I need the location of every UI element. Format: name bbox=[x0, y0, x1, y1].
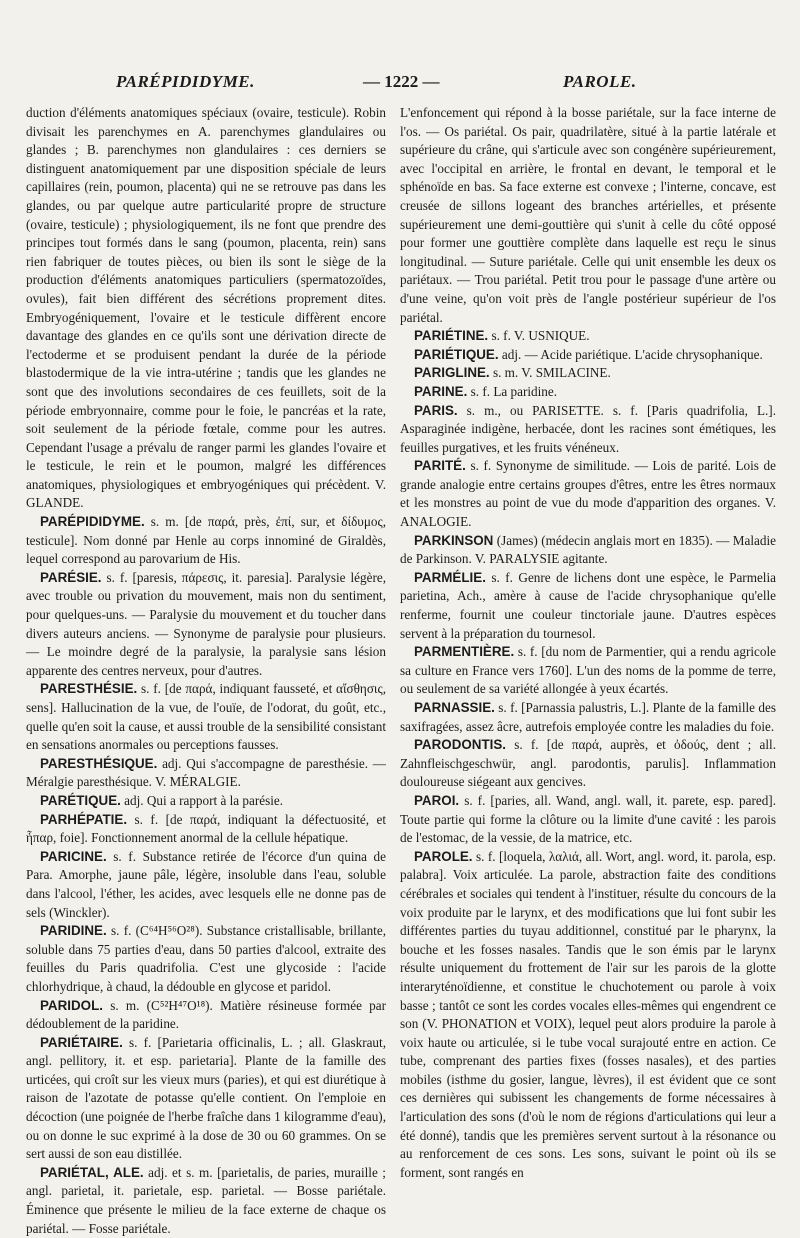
headword: PARÉSIE. bbox=[40, 569, 102, 585]
entry-parodontis bbox=[400, 736, 776, 792]
entry-parkinson bbox=[400, 532, 776, 569]
entry-parepididyme bbox=[26, 513, 386, 569]
definition: s. f. Synonyme de similitude. — Lois de parité. Lois de grande analogie entre certains groupes d'êtres, entre les êtres normaux et les monstres au point de vue du mode d'apparition des organes. V. ANALOGIE. bbox=[400, 458, 776, 530]
headword: PARIDOL. bbox=[40, 997, 103, 1013]
headword: PARIGLINE. bbox=[414, 365, 490, 381]
entry-parietique bbox=[400, 346, 776, 365]
entry-parnassie bbox=[400, 699, 776, 736]
headword: PARITÉ. bbox=[414, 458, 466, 474]
definition: adj. Qui a rapport à la parésie. bbox=[120, 792, 284, 808]
definition: s. f. [de παρά, auprès, et ὀδούς, dent ; all. Zahnfleischgeschwür, angl. parodontis, parulis]. Inflammation douloureuse siégeant aux gencives. bbox=[400, 737, 776, 790]
headword: PAROI. bbox=[414, 792, 460, 808]
page-number: — 1222 — bbox=[363, 72, 440, 91]
entry-parmentiere bbox=[400, 643, 776, 699]
entry-paresie bbox=[26, 569, 386, 681]
headword: PARINE. bbox=[414, 383, 468, 399]
definition: s. f. [Parnassia palustris, L.]. Plante de la famille des saxifragées, assez âcre, autrefois employée contre les maladies du foie. bbox=[400, 700, 776, 734]
headword: PARODONTIS. bbox=[414, 737, 507, 753]
definition: s. f. La paridine. bbox=[467, 383, 558, 399]
headword: PARIÉTAL, ALE. bbox=[40, 1164, 144, 1180]
definition: s. m., ou PARISETTE. s. f. [Paris quadrifolia, L.]. Asparaginée indigène, herbacée, dont les racines sont émétiques, les feuilles purgatives, et les fruits vénéneux. bbox=[400, 402, 776, 455]
definition: s. f. [de παρά, indiquant fausseté, et αἴσθησις, sens]. Hallucination de la vue, de l'ouïe, de l'odorat, du goût, etc., quelle qu'en soit la cause, et aussi trouble de la sensibilité consistant en sensations anormales ou perceptions fausses. bbox=[26, 681, 386, 753]
headword: PARHÉPATIE. bbox=[40, 811, 128, 827]
headword: PARÉTIQUE. bbox=[40, 792, 121, 808]
entry-paris bbox=[400, 402, 776, 458]
entry-pariglin bbox=[400, 364, 776, 383]
definition: s. f. [paries, all. Wand, angl. wall, it. parete, esp. pared]. Toute partie qui forme la clôture ou la limite d'une cavité : les parois de l'estomac, de la vessie, de la matrice, etc. bbox=[400, 792, 776, 846]
headword: PAROLE. bbox=[414, 848, 473, 864]
definition: s. f. Substance retirée de l'écorce d'un quina de Para. Amorphe, jaune pâle, légère, insoluble dans l'eau, soluble dans l'alcool, l'éther, les acides, avec lesquels elle ne donne pas de sels (Winckler). bbox=[26, 848, 386, 920]
headword: PARMENTIÈRE. bbox=[414, 644, 515, 660]
entry-parine bbox=[400, 383, 776, 402]
headword: PARMÉLIE. bbox=[414, 569, 486, 585]
definition: s. m. V. SMILACINE. bbox=[489, 365, 611, 381]
headword: PARNASSIE. bbox=[414, 700, 495, 715]
definition: s. f. [du nom de Parmentier, qui a rendu agricole sa culture en France vers 1760]. L'un des noms de la pomme de terre, ou seulement de sa variété allongée à yeux écartés. bbox=[400, 644, 776, 697]
headword: PARESTHÉSIQUE. bbox=[40, 755, 158, 771]
definition: s. f. [paresis, πάρεσις, it. paresia]. Paralysie légère, avec trouble ou privation du mouvement, mais non du sentiment, pour quelques-uns. — Paralysie du mouvement et du toucher dans divers auteurs anciens. — Synonyme de paralysie pour plusieurs. — Le moindre degré de la paralysie, la paralysie sans lésion apparente des centres nerveux, pour d'autres. bbox=[26, 569, 386, 678]
running-head-left: PARÉPIDIDYME. bbox=[116, 72, 255, 91]
page-header bbox=[28, 72, 772, 96]
entry-paridol bbox=[26, 997, 386, 1034]
entry-parite bbox=[400, 457, 776, 531]
definition: s. f. (C⁶⁴H⁵⁶O²⁸). Substance cristallisable, brillante, soluble dans 75 parties d'eau, dans 50 parties d'alcool, extraite des feuilles du Paris quadrifolia. C'est une glycoside : l'acide chlorhydrique, à chaud, la dédouble en glycose et paridol. bbox=[26, 923, 386, 994]
headword: PARIÉTINE. bbox=[414, 328, 489, 344]
headword: PARIDINE. bbox=[40, 923, 107, 939]
entry-parole bbox=[400, 848, 776, 1183]
headword: PARIS. bbox=[414, 402, 458, 418]
headword: PARIÉTAIRE. bbox=[40, 1034, 123, 1050]
entry-paresthesique bbox=[26, 755, 386, 792]
definition: adj. Qui s'accompagne de paresthésie. — Méralgie paresthésique. V. MÉRALGIE. bbox=[26, 755, 386, 790]
definition: s. m. (C⁵²H⁴⁷O¹⁸). Matière résineuse formée par dédoublement de la paridine. bbox=[26, 997, 386, 1032]
entry-continuation: duction d'éléments anatomiques spéciaux (ovaire, testicule). Robin divisait les parenchymes en A. parenchymes glandulaires ou glandes ; B. parenchymes non glandulaires : ces derniers se distinguent anatomiquement par une disposition spéciale de leurs capillaires (rein, poumon, placenta) qui ne se retrouve pas dans les glandes, ou par quelque autre particularité propre de structure (ovaire, testicule) ; physiologiquement, ils ne font que prendre des principes tout formés dans le sang (poumon, placenta, rein) sans rien fabriquer de toutes pièces, ou bien ils sont le siège de la production d'éléments anatomiques particuliers (spermatozoïdes, ovules), fait bien différent des sécrétions proprement dites. Embryogéniquement, l'ovaire et le testicule diffèrent encore davantage des glandes en ce qu'ils sont une dérivation directe de l'ectoderme et se produisent pendant la durée de la période blastodermique de la vie intra-utérine ; tandis que les glandes ne sont que des involutions secondaires de ces feuillets, soit de la période embryonnaire, comme pour le foie, le pancréas et la rate, soit seulement de la période fœtale, comme pour les autres. Cependant l'usage a prévalu de ranger parmi les glandes l'ovaire et le testicule, le rein et le poumon, malgré les différences anatomiques, physiologiques et embryogéniques qui précèdent. V. GLANDE. bbox=[26, 105, 386, 511]
definition: s. f. [de παρά, indiquant la défectuosité, et ἧπαρ, foie]. Fonctionnement anormal de la cellule hépatique. bbox=[26, 811, 386, 846]
definition: adj. et s. m. [parietalis, de paries, muraille ; angl. parietal, it. parietale, esp. parietal. — Bosse pariétale. Éminence que présente le milieu de la face externe de chaque os pariétal. — Fosse pariétale. bbox=[26, 1164, 386, 1236]
entry-parhepatie bbox=[26, 811, 386, 848]
running-head-right: PAROLE. bbox=[563, 72, 637, 91]
definition: s. m. [de παρά, près, ἐπί, sur, et δίδυμος, testicule]. Nom donné par Henle au corps innominé de Giraldès, lequel correspond au parovarium de His. bbox=[26, 514, 386, 567]
entry-paricine bbox=[26, 848, 386, 922]
entry-parietine bbox=[400, 327, 776, 346]
definition: adj. — Acide pariétique. L'acide chrysophanique. bbox=[498, 346, 763, 362]
headword: PARKINSON bbox=[414, 532, 494, 548]
entry-paresthesie bbox=[26, 680, 386, 754]
definition: s. f. V. USNIQUE. bbox=[488, 328, 590, 344]
entry-continuation: L'enfoncement qui répond à la bosse pariétale, sur la face interne de l'os. — Os pariétal. Os pair, quadrilatère, situé à la partie latérale et supérieure du crâne, qui s'articule avec son congénère supérieurement, avec l'occipital en arrière, le frontal en devant, le temporal et le sphénoïde en bas. Sa face externe est convexe ; l'interne, concave, est creusée de sillons logeant des branches artérielles, et présente supérieurement une demi-gouttière qui s'unit à celle du côté opposé pour former une gouttière complète dans laquelle est reçu le sinus longitudinal. — Suture pariétale. Celle qui unit ensemble les deux os pariétaux. — Trou pariétal. Petit trou pour le passage d'une artère ou d'une veine, qu'on voit près de l'angle postérieur supérieur de l'os pariétal. bbox=[400, 105, 776, 325]
entry-parmelie bbox=[400, 569, 776, 643]
definition: s. f. Genre de lichens dont une espèce, le Parmelia parietina, Ach., amère à cause de l'acide chrysophanique qu'elle renferme, fournit une couleur tinctoriale jaune. D'autres espèces servent à la préparation du tournesol. bbox=[400, 569, 776, 641]
headword: PARÉPIDIDYME. bbox=[40, 514, 145, 530]
headword: PARESTHÉSIE. bbox=[40, 681, 138, 697]
entry-parietal bbox=[26, 1164, 386, 1238]
headword: PARICINE. bbox=[40, 848, 107, 864]
headword: PARIÉTIQUE. bbox=[414, 346, 499, 362]
definition: (James) (médecin anglais mort en 1835). — Maladie de Parkinson. V. PARALYSIE agitante. bbox=[400, 532, 776, 567]
left-column bbox=[26, 104, 386, 1236]
entry-paroi bbox=[400, 792, 776, 848]
entry-paretique bbox=[26, 792, 386, 811]
entry-paridine bbox=[26, 922, 386, 996]
definition: s. f. [loquela, λαλιά, all. Wort, angl. word, it. parola, esp. palabra]. Voix articulée. La parole, abstraction faite des conditions cérébrales et sociales qui tendent à l'instituer, résulte du concours de la voix produite par le larynx, et des modifications que lui font subir les différentes parties du tuyau additionnel, constitué par le pharynx, la bouche et les fosses nasales. Tandis que le son émis par le larynx résulte uniquement du frottement de l'air sur les parois de la glotte interaryténoïdienne, et constitue le chuchotement ou parole à voix basse ; tantôt ce sont les cordes vocales elles-mêmes qui engendrent ce son (V. PHONATION et VOIX), lequel peut alors produire la parole à voix haute ou articulée, si le tube vocal surajouté entre en action. Ce tube, comprenant des parties fixes (fosses nasales), et des parties mobiles (isthme du gosier, langue, lèvres), il est évident que ce sont ces dernières qui subissent les changements de forme nécessaires à l'articulation des sons (d'où le nom de régions d'articulations qui leur a été donné), tandis que les premières servent surtout à la résonance ou au renforcement de ces sons. Les sons, suivant le point où ils se forment, sont rangés en bbox=[400, 848, 776, 1180]
definition: s. f. [Parietaria officinalis, L. ; all. Glaskraut, angl. pellitory, it. et esp. parietaria]. Plante de la famille des urticées, qui croît sur les vieux murs (paries), et qui est diurétique à raison de l'azotate de potasse qu'elle contient. On l'emploie en décoction (une poignée de l'herbe fraîche dans 1 kilogramme d'eau), ou on donne le suc exprimé à la dose de 30 ou 60 grammes. On se sert aussi de son eau distillée. bbox=[26, 1034, 386, 1162]
right-column bbox=[400, 104, 776, 1199]
entry-parietaire bbox=[26, 1034, 386, 1164]
